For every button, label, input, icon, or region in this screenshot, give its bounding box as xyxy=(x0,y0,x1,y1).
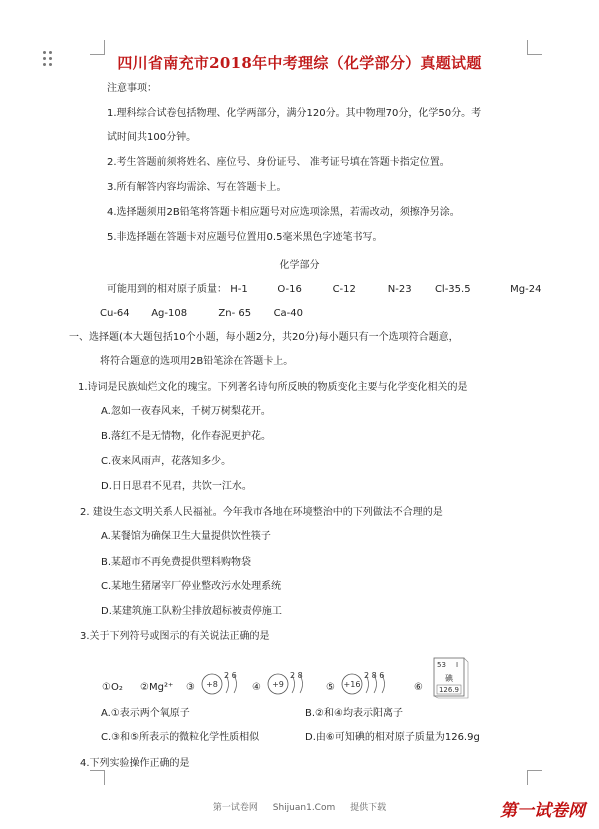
notice-line: 2.考生答题前须将姓名、座位号、身份证号、 准考证号填在答题卡指定位置。 xyxy=(107,157,450,168)
option: D.某建筑施工队粉尘排放超标被责停施工 xyxy=(101,606,282,617)
symbol-label: ⑤ xyxy=(326,682,335,693)
symbol-label: ③ xyxy=(186,682,195,693)
option: A.①表示两个氧原子 xyxy=(101,708,190,719)
electron-shells: 2 6 xyxy=(224,671,237,680)
atomic-mass-item: H-1 xyxy=(230,284,248,295)
atomic-mass-row xyxy=(100,307,303,321)
atomic-mass-item: Mg-24 xyxy=(510,284,542,295)
option: C.某地生猪屠宰厂停业整改污水处理系统 xyxy=(101,581,282,592)
symbol-figure-row xyxy=(102,661,532,704)
option: C.③和⑤所表示的微粒化学性质相似 xyxy=(101,732,260,743)
atomic-mass-item: Zn- 65 xyxy=(218,308,252,319)
symbol-label: ④ xyxy=(252,682,261,693)
document-title: 四川省南充市2018年中考理综（化学部分）真题试题 xyxy=(117,54,482,72)
nucleus-charge: +16 xyxy=(343,680,361,689)
option: B.落红不是无情物，化作春泥更护花。 xyxy=(101,431,272,442)
atomic-mass-intro: 可能用到的相对原子质量： xyxy=(107,284,227,295)
footer-left: 第一试卷网 xyxy=(212,803,258,813)
option: D.日日思君不见君，共饮一江水。 xyxy=(101,481,252,492)
atomic-mass-item: Cu-64 xyxy=(100,308,130,319)
atomic-mass-item: C-12 xyxy=(332,284,356,295)
page-corner-mark xyxy=(527,770,542,785)
notice-line: 1.理科综合试卷包括物理、化学两部分，满分120分。其中物理70分，化学50分。考 xyxy=(107,108,482,119)
atom-structure-diagram xyxy=(338,668,402,700)
atom-structure-diagram xyxy=(198,668,254,700)
nucleus-charge: +9 xyxy=(272,680,284,689)
atomic-mass-item: Ca-40 xyxy=(273,308,304,319)
symbol-label: ①O₂ xyxy=(102,682,123,693)
option: A.某餐馆为确保卫生大量提供饮性筷子 xyxy=(101,531,271,542)
question-stem: 2. 建设生态文明关系人民福祉。今年我市各地在环境整治中的下列做法不合理的是 xyxy=(80,507,443,518)
atomic-mass: 126.9 xyxy=(438,686,460,694)
symbol-label: ②Mg²⁺ xyxy=(140,682,174,693)
brand-logo: 第一试卷网 xyxy=(500,801,585,821)
section-title: 化学部分 xyxy=(279,260,320,271)
footer-right: 提供下载 xyxy=(350,803,387,813)
notice-line: 4.选择题须用2B铅笔将答题卡相应题号对应选项涂黑，若需改动，须擦净另涂。 xyxy=(107,207,460,218)
atomic-mass-item: N-23 xyxy=(387,284,412,295)
atomic-mass-item: O-16 xyxy=(277,284,302,295)
atomic-mass-item: Cl-35.5 xyxy=(434,284,471,295)
question-stem: 1.诗词是民族灿烂文化的瑰宝。下列著名诗句所反映的物质变化主要与化学变化相关的是 xyxy=(78,382,468,393)
element-symbol: I xyxy=(456,661,459,669)
atomic-mass-row xyxy=(107,283,541,297)
page-corner-mark xyxy=(90,770,105,785)
part-header: 将符合题意的选项用2B铅笔涂在答题卡上。 xyxy=(100,356,294,367)
atomic-mass-item: Ag-108 xyxy=(151,308,188,319)
periodic-element-box xyxy=(430,656,472,700)
option: B.某超市不再免费提供塑料购物袋 xyxy=(101,557,252,568)
option: D.由⑥可知碘的相对原子质量为126.9g xyxy=(305,732,480,743)
option: A.忽如一夜春风来，千树万树梨花开。 xyxy=(101,406,271,417)
electron-shells: 2 8 6 xyxy=(364,671,385,680)
part-header: 一、选择题(本大题包括10个小题，每小题2分，共20分)每小题只有一个选项符合题意， xyxy=(69,332,459,343)
question-stem: 4.下列实验操作正确的是 xyxy=(80,758,190,769)
notice-line: 3.所有解答内容均需涂、写在答题卡上。 xyxy=(107,182,287,193)
footer-mid: Shijuan1.Com xyxy=(272,803,336,813)
option: B.②和④均表示阳离子 xyxy=(305,708,403,719)
notice-line: 试时间共100分钟。 xyxy=(107,132,197,143)
notice-line: 5.非选择题在答题卡对应题号位置用0.5毫米黑色字迹笔书写。 xyxy=(107,232,383,243)
atom-structure-diagram xyxy=(264,668,320,700)
notice-heading: 注意事项： xyxy=(107,83,157,94)
atomic-number: 53 xyxy=(437,661,446,669)
symbol-label: ⑥ xyxy=(414,682,423,693)
electron-shells: 2 8 xyxy=(290,671,303,680)
question-stem: 3.关于下列符号或图示的有关说法正确的是 xyxy=(80,631,270,642)
nucleus-charge: +8 xyxy=(206,680,218,689)
option: C.夜来风雨声，花落知多少。 xyxy=(101,456,232,467)
element-name: 碘 xyxy=(445,674,453,683)
